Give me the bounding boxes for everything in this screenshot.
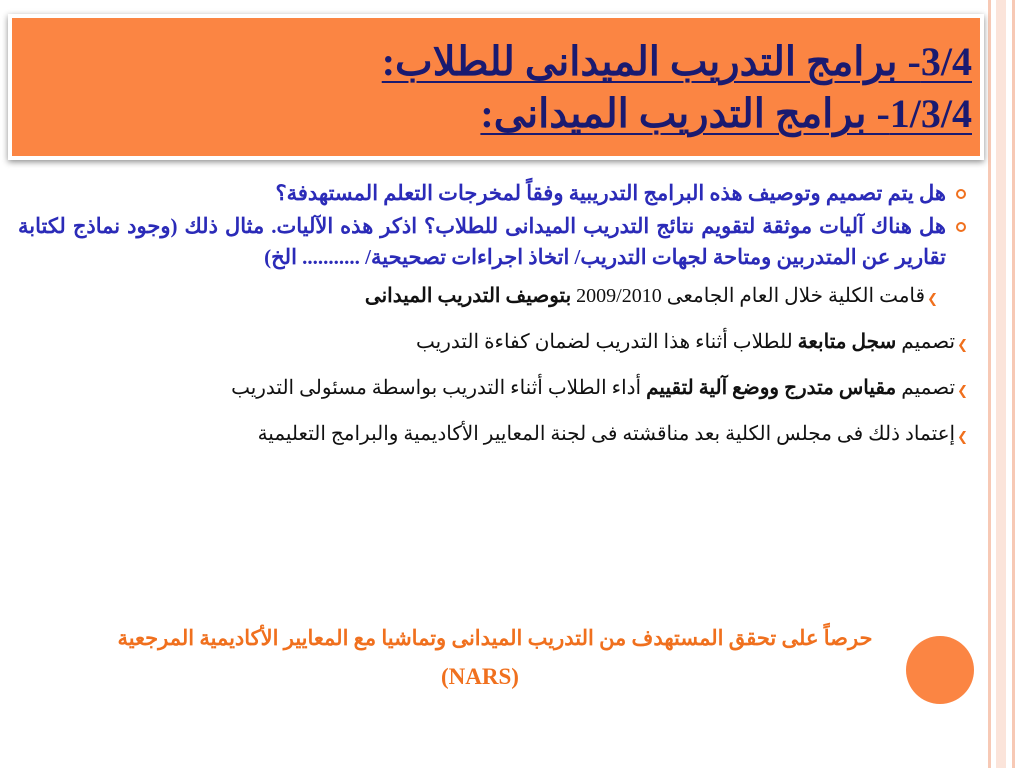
item-text: تصميم [896, 331, 956, 353]
item-bold-text: مقياس متدرج ووضع آلية لتقييم [646, 377, 897, 399]
chevron-bullet-icon: ❯ [957, 384, 968, 399]
title-banner [8, 14, 984, 160]
decor-stripe-1 [988, 0, 991, 768]
slide-title-line-1: 3/4- برامج التدريب الميدانى للطلاب: [381, 39, 972, 84]
item-year: 2009/2010 [576, 285, 662, 307]
item-text: تصميم [896, 377, 956, 399]
item-text: إعتماد ذلك فى مجلس الكلية بعد مناقشته فى لجنة المعايير الأكاديمية والبرامج التعليمية [257, 423, 956, 445]
item-bold-text: سجل متابعة [797, 331, 897, 353]
slide-body [18, 178, 968, 465]
list-item [18, 281, 968, 315]
list-item [18, 373, 968, 407]
item-text: للطلاب أثناء هذا التدريب لضمان كفاءة التدريب [416, 331, 798, 353]
slide-title-line-2: 1/3/4- برامج التدريب الميدانى: [480, 91, 972, 136]
question-bullet [18, 178, 968, 209]
chevron-bullet-icon: ❯ [957, 338, 968, 353]
footer-nars: (NARS) [441, 664, 519, 689]
question-bullet [18, 211, 968, 273]
decor-stripe-2 [996, 0, 1006, 768]
ring-bullet-icon [956, 189, 966, 199]
list-item [18, 327, 968, 361]
question-text: هل هناك آليات موثقة لتقويم نتائج التدريب الميدانى للطلاب؟ اذكر هذه الآليات. مثال ذلك (وجود نماذج لكتابة تقارير عن المتدربين ومتاحة لجهات التدريب/ اتخاذ اجراءات تصحيحية/ ........... الخ) [18, 214, 946, 269]
decor-circle [906, 636, 974, 704]
chevron-bullet-icon: ❯ [927, 292, 938, 307]
item-text: قامت الكلية خلال العام الجامعى [661, 285, 926, 307]
item-bold-text: بتوصيف التدريب الميدانى [364, 285, 577, 307]
question-text: هل يتم تصميم وتوصيف هذه البرامج التدريبية وفقاً لمخرجات التعلم المستهدفة؟ [275, 181, 946, 205]
action-list [18, 281, 968, 453]
ring-bullet-icon [956, 222, 966, 232]
chevron-bullet-icon: ❯ [957, 430, 968, 445]
list-item [18, 419, 968, 453]
item-text: أداء الطلاب أثناء التدريب بواسطة مسئولى التدريب [231, 377, 647, 399]
footer-note: حرصاً على تحقق المستهدف من التدريب الميدانى وتماشيا مع المعايير الأكاديمية المرجعية [117, 626, 873, 650]
decor-stripe-3 [1012, 0, 1015, 768]
